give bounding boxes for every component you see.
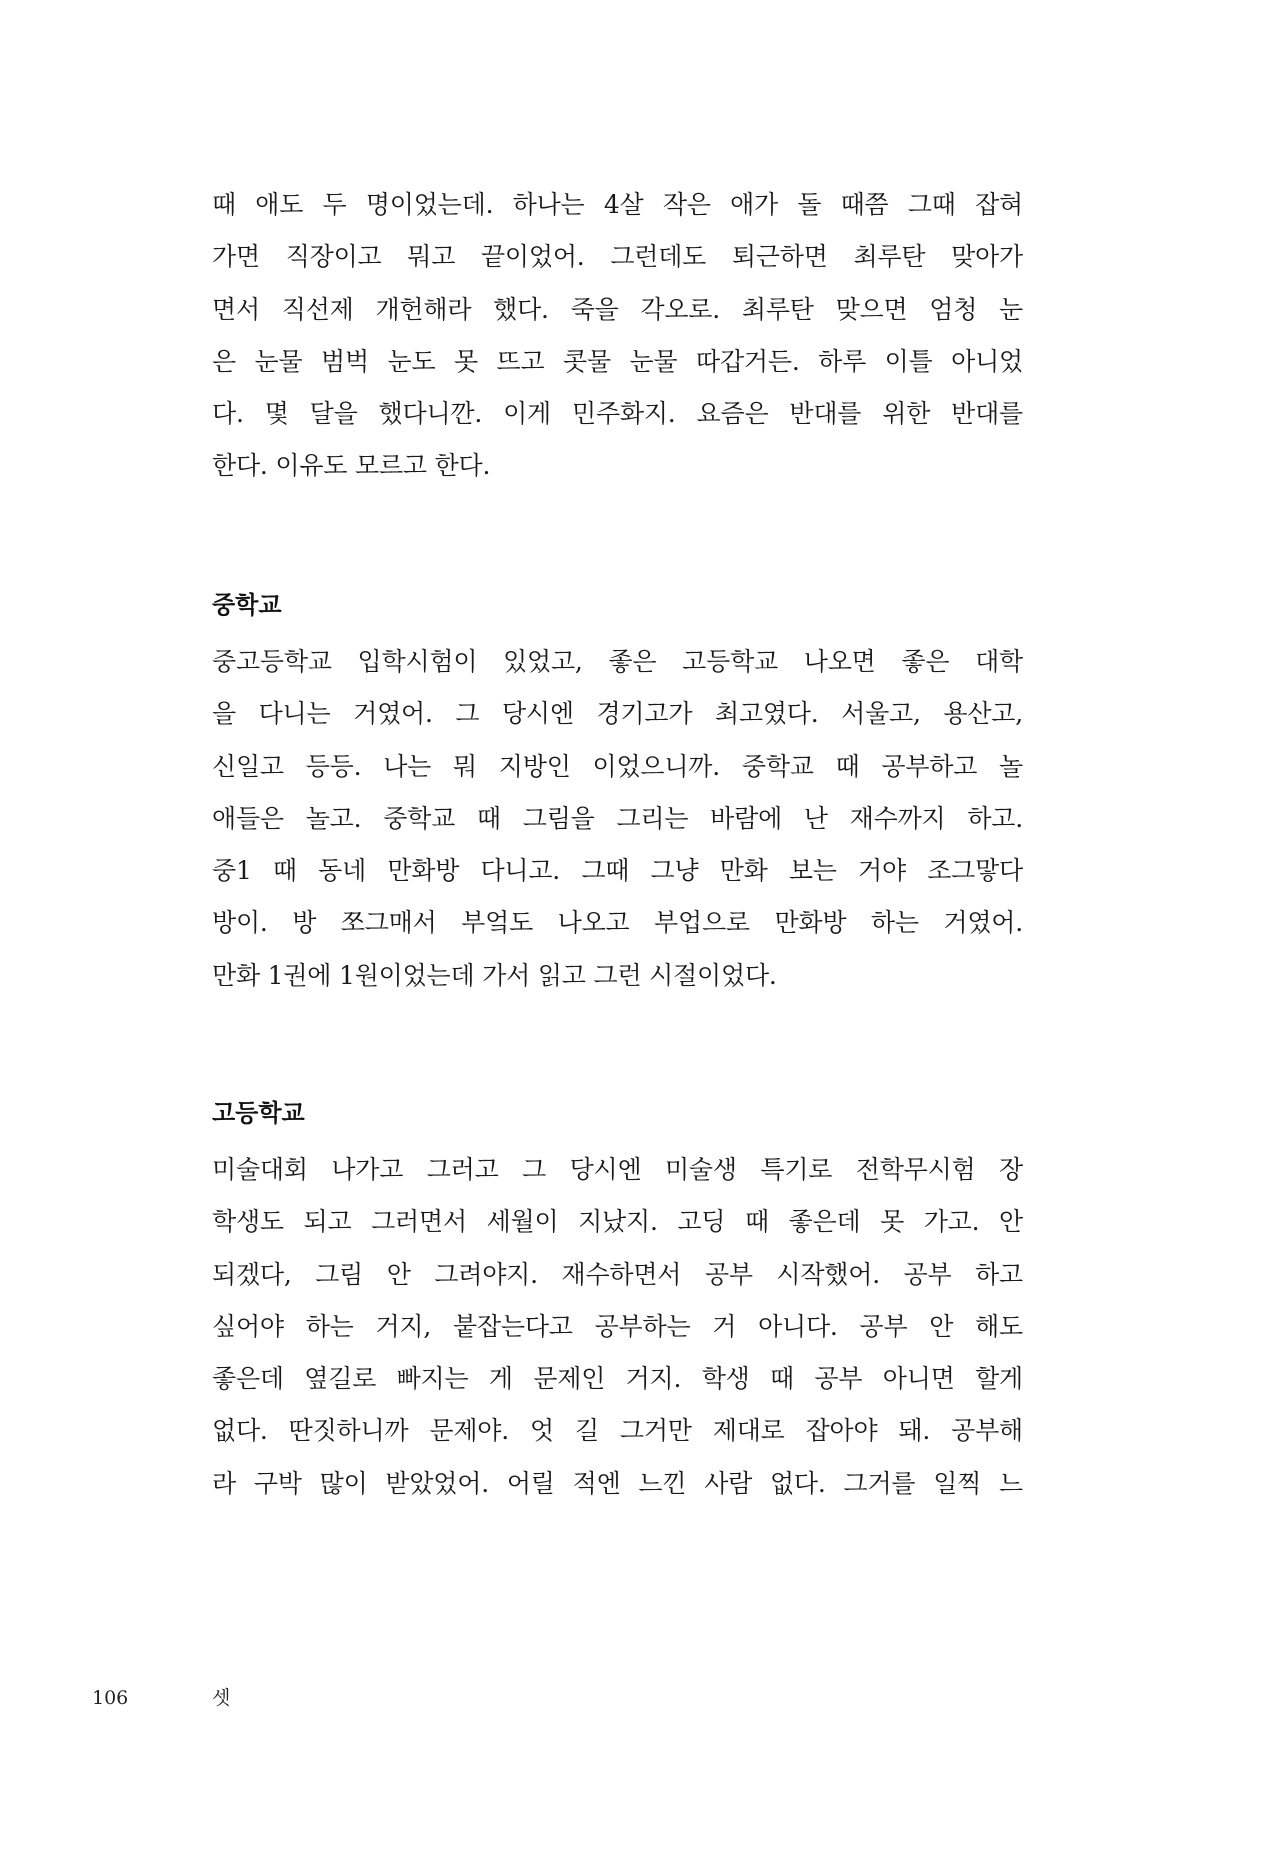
text-line: 가면 직장이고 뭐고 끝이었어. 그런데도 퇴근하면 최루탄 맞아가 <box>212 242 1023 272</box>
text-line: 되겠다, 그림 안 그려야지. 재수하면서 공부 시작했어. 공부 하고 <box>212 1259 1023 1289</box>
text-line: 미술대회 나가고 그러고 그 당시엔 미술생 특기로 전학무시험 장 <box>212 1155 1023 1184</box>
text-line: 중고등학교 입학시험이 있었고, 좋은 고등학교 나오면 좋은 대학 <box>212 647 1023 676</box>
text-line: 만화 1권에 1원이었는데 가서 읽고 그런 시절이었다. <box>212 960 777 990</box>
text-line: 은 눈물 범벅 눈도 못 뜨고 콧물 눈물 따갑거든. 하루 이틀 아니었 <box>212 346 1023 376</box>
text-line: 애들은 놀고. 중학교 때 그림을 그리는 바람에 난 재수까지 하고. <box>212 803 1023 833</box>
text-line: 싶어야 하는 거지, 붙잡는다고 공부하는 거 아니다. 공부 안 해도 <box>212 1311 1023 1341</box>
text-line: 을 다니는 거였어. 그 당시엔 경기고가 최고였다. 서울고, 용산고, <box>212 699 1023 729</box>
running-footer-section-title: 셋 <box>212 1687 231 1709</box>
text-line: 라 구박 많이 받았었어. 어릴 적엔 느낀 사람 없다. 그거를 일찍 느 <box>212 1468 1023 1498</box>
paragraph-middle-school <box>212 636 1023 1002</box>
page-number: 106 <box>92 1687 129 1709</box>
section-heading-high-school: 고등학교 <box>212 1099 305 1127</box>
paragraph-high-school <box>212 1144 1023 1510</box>
text-line: 때 애도 두 명이었는데. 하나는 4살 작은 애가 돌 때쯤 그때 잡혀 <box>212 190 1023 219</box>
text-line: 신일고 등등. 나는 뭐 지방인 이었으니까. 중학교 때 공부하고 놀 <box>212 751 1023 781</box>
text-line: 학생도 되고 그러면서 세월이 지났지. 고딩 때 좋은데 못 가고. 안 <box>212 1207 1023 1237</box>
text-line: 좋은데 옆길로 빠지는 게 문제인 거지. 학생 때 공부 아니면 할게 <box>212 1364 1023 1394</box>
text-line: 없다. 딴짓하니까 문제야. 엇 길 그거만 제대로 잡아야 돼. 공부해 <box>212 1416 1023 1446</box>
text-line: 방이. 방 쪼그매서 부엌도 나오고 부업으로 만화방 하는 거였어. <box>212 908 1023 938</box>
text-line: 면서 직선제 개헌해라 했다. 죽을 각오로. 최루탄 맞으면 엄청 눈 <box>212 294 1023 324</box>
text-line: 다. 몇 달을 했다니깐. 이게 민주화지. 요즘은 반대를 위한 반대를 <box>212 399 1023 429</box>
text-line: 한다. 이유도 모르고 한다. <box>212 451 491 481</box>
paragraph-intro <box>212 179 1023 493</box>
text-line: 중1 때 동네 만화방 다니고. 그때 그냥 만화 보는 거야 조그맣다 <box>212 856 1023 886</box>
section-heading-middle-school: 중학교 <box>212 591 282 619</box>
